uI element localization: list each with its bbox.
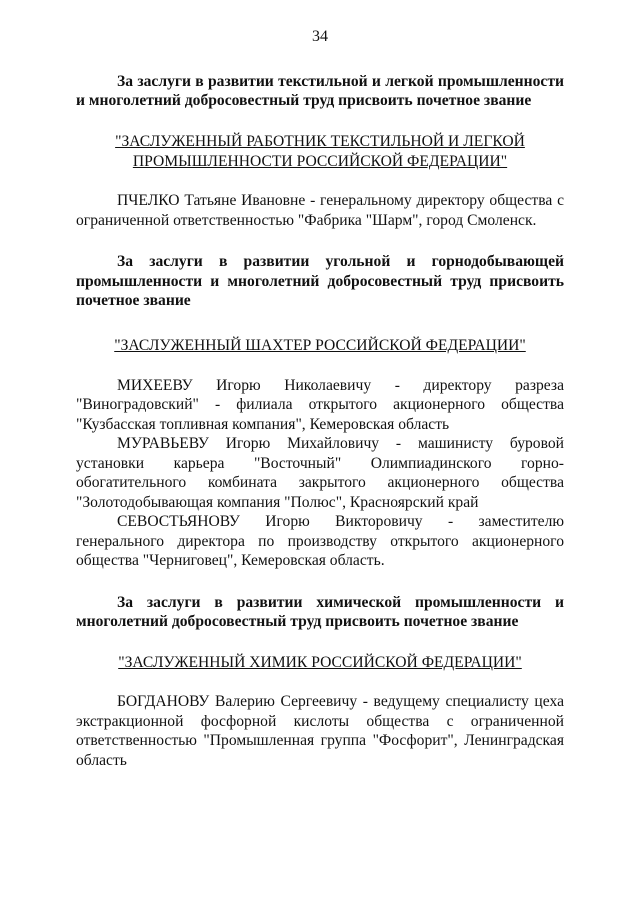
award-title: "ЗАСЛУЖЕННЫЙ ШАХТЕР РОССИЙСКОЙ ФЕДЕРАЦИИ" [114, 337, 526, 355]
award-recipient: МУРАВЬЕВУ Игорю Михайловичу - машинисту буровой установки карьера "Восточный" Олимпиадинского горно-обогатительного комбината закрытого акционерного общества "Золотодобывающая компания "Полюс", Красноярский край [76, 435, 564, 511]
award-section-chemistry [76, 593, 564, 771]
award-intro: За заслуги в развитии угольной и горнодобывающей промышленности и многолетний добросовестный труд присвоить почетное звание [76, 253, 564, 309]
award-intro: За заслуги в развитии химической промышленности и многолетний добросовестный труд присвоить почетное звание [76, 593, 564, 630]
document-body [76, 72, 564, 770]
page-number: 34 [312, 28, 328, 45]
award-title: "ЗАСЛУЖЕННЫЙ ХИМИК РОССИЙСКОЙ ФЕДЕРАЦИИ" [118, 653, 522, 671]
award-recipient: ПЧЕЛКО Татьяне Ивановне - генеральному директору общества с ограниченной ответственностью "Фабрика "Шарм", город Смоленск. [76, 192, 564, 229]
award-intro: За заслуги в развитии текстильной и легкой промышленности и многолетний добросовестный труд присвоить почетное звание [76, 73, 564, 110]
award-title-line-2: ПРОМЫШЛЕННОСТИ РОССИЙСКОЙ ФЕДЕРАЦИИ" [132, 152, 508, 170]
award-recipient: БОГДАНОВУ Валерию Сергеевичу - ведущему специалисту цеха экстракционной фосфорной кислоты общества с ограниченной ответственностью "Промышленная группа "Фосфорит", Ленинградская область [76, 693, 564, 769]
award-title-line-1: "ЗАСЛУЖЕННЫЙ РАБОТНИК ТЕКСТИЛЬНОЙ И ЛЕГКОЙ [115, 133, 525, 151]
award-section-textile [76, 72, 564, 230]
award-title [76, 132, 564, 171]
award-section-mining [76, 252, 564, 570]
award-recipient: СЕВОСТЬЯНОВУ Игорю Викторовичу - заместителю генерального директора по производству открытого акционерного общества "Черниговец", Кемеровская область. [76, 513, 564, 570]
award-recipient: МИХЕЕВУ Игорю Николаевичу - директору разреза "Виноградовский" - филиала открытого акционерного общества "Кузбасская топливная компания", Кемеровская область [76, 376, 564, 433]
